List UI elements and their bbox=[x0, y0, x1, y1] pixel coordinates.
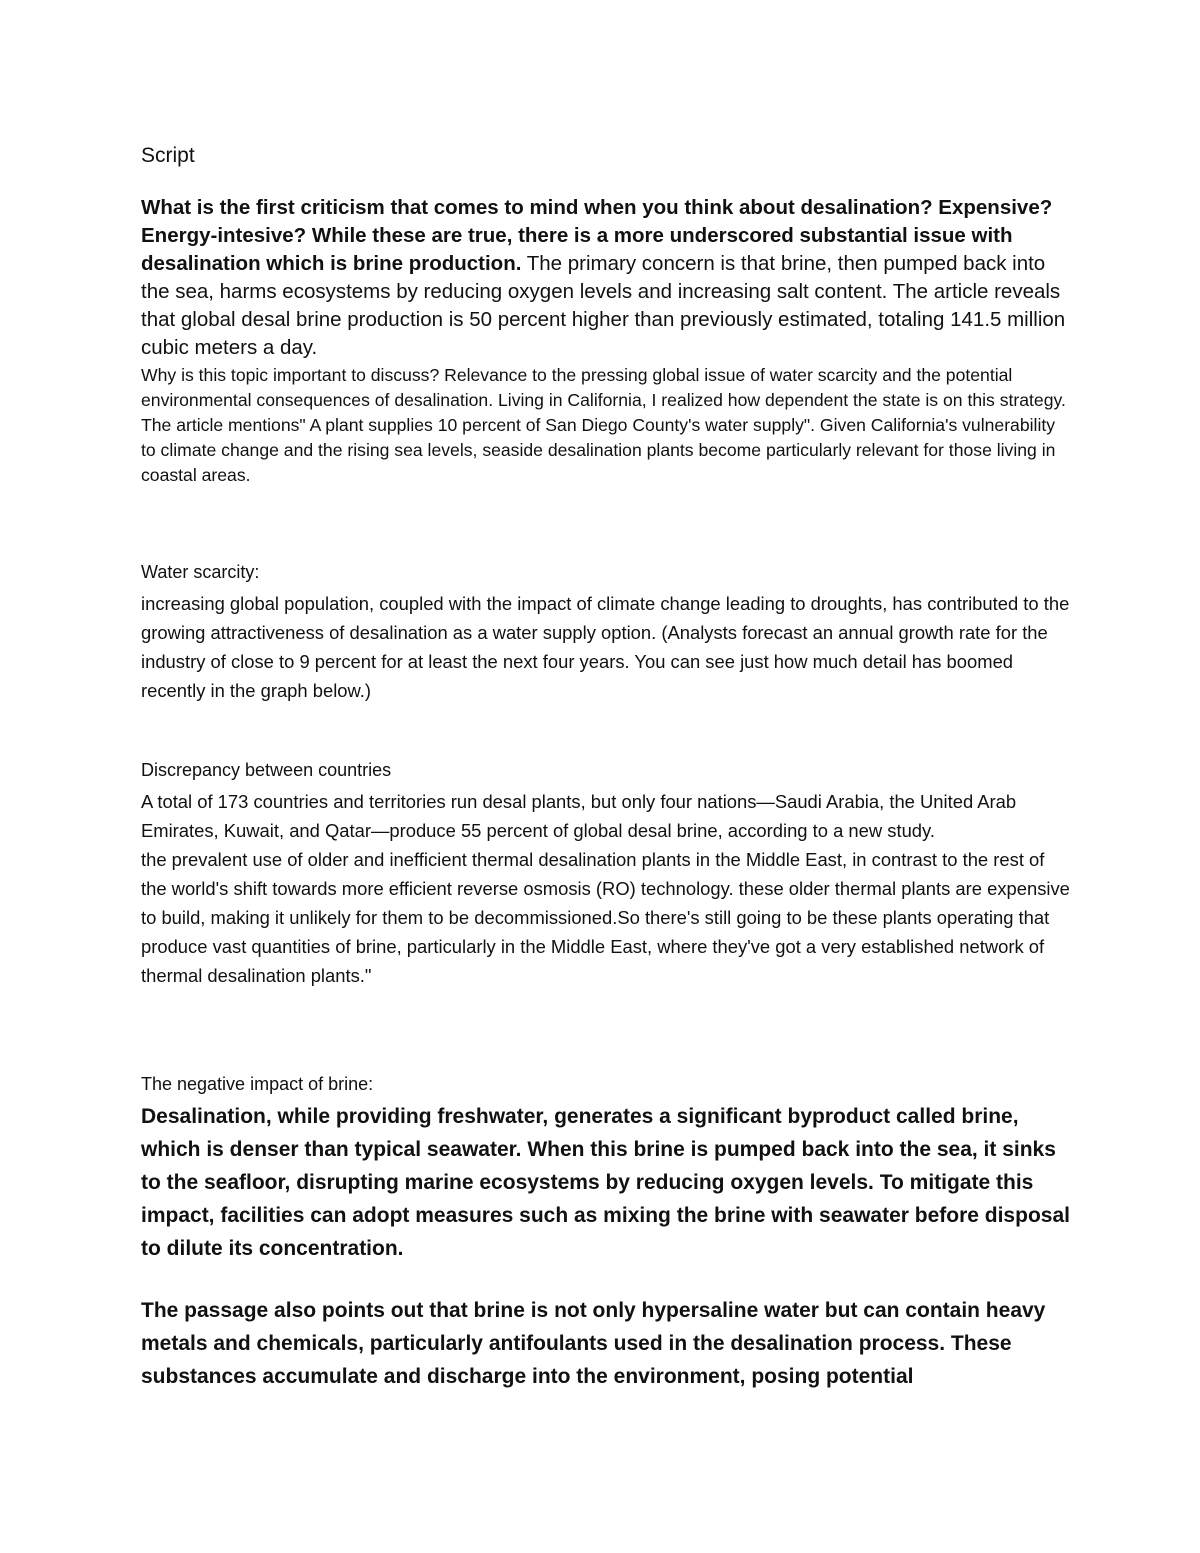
intro-bold-text: What is the first criticism that comes to mind when you think about desalination? Expensive? Energy-intesive? While these are true, there is a more underscored substantial issue with desalination which is brine production. bbox=[141, 196, 1053, 275]
intro-normal-text: The primary concern is that brine, then pumped back into the sea, harms ecosystems by reducing oxygen levels and increasing salt content. The article reveals that global desal brine production is 50 percent higher than previously estimated, totaling 141.5 million cubic meters a day. bbox=[141, 252, 1066, 359]
document-title: Script bbox=[141, 144, 195, 167]
negative-impact-heading: The negative impact of brine: bbox=[141, 1074, 374, 1094]
discrepancy-heading: Discrepancy between countries bbox=[141, 760, 392, 780]
negative-impact-paragraph: Desalination, while providing freshwater, generates a significant byproduct called brine, which is denser than typical seawater. When this brine is pumped back into the sea, it sinks to the seafloor, disrupting marine ecosystems by reducing oxygen levels. To mitigate this impact, facilities can adopt measures such as mixing the brine with seawater before disposal to dilute its concentration. bbox=[141, 1105, 1070, 1260]
discrepancy-text-2: the prevalent use of older and inefficient thermal desalination plants in the Middle East, in contrast to the rest of the world's shift towards more efficient reverse osmosis (RO) technology. these older thermal plants are expensive to build, making it unlikely for them to be decommissioned.So there's still going to be these plants operating that produce vast quantities of brine, particularly in the Middle East, where they've got a very established network of thermal desalination plants." bbox=[141, 849, 1070, 986]
water-scarcity-paragraph: increasing global population, coupled with the impact of climate change leading to droughts, has contributed to the growing attractiveness of desalination as a water supply option. (Analysts forecast an annual growth rate for the industry of close to 9 percent for at least the next four years. You can see just how much detail has boomed recently in the graph below.) bbox=[141, 593, 1070, 701]
intro-small-paragraph: Why is this topic important to discuss? Relevance to the pressing global issue of water scarcity and the potential environmental consequences of desalination. Living in California, I realized how dependent the state is on this strategy. The article mentions" A plant supplies 10 percent of San Diego County's water supply". Given California's vulnerability to climate change and the rising sea levels, seaside desalination plants become particularly relevant for those living in coastal areas. bbox=[141, 365, 1066, 485]
passage-paragraph: The passage also points out that brine is not only hypersaline water but can contain heavy metals and chemicals, particularly antifoulants used in the desalination process. These substances accumulate and discharge into the environment, posing potential bbox=[141, 1299, 1046, 1388]
intro-paragraph bbox=[141, 194, 1071, 362]
discrepancy-paragraph bbox=[141, 787, 1071, 990]
discrepancy-text-1: A total of 173 countries and territories run desal plants, but only four nations—Saudi Arabia, the United Arab Emirates, Kuwait, and Qatar—produce 55 percent of global desal brine, according to a new study. bbox=[141, 791, 1017, 841]
water-scarcity-heading: Water scarcity: bbox=[141, 562, 260, 582]
